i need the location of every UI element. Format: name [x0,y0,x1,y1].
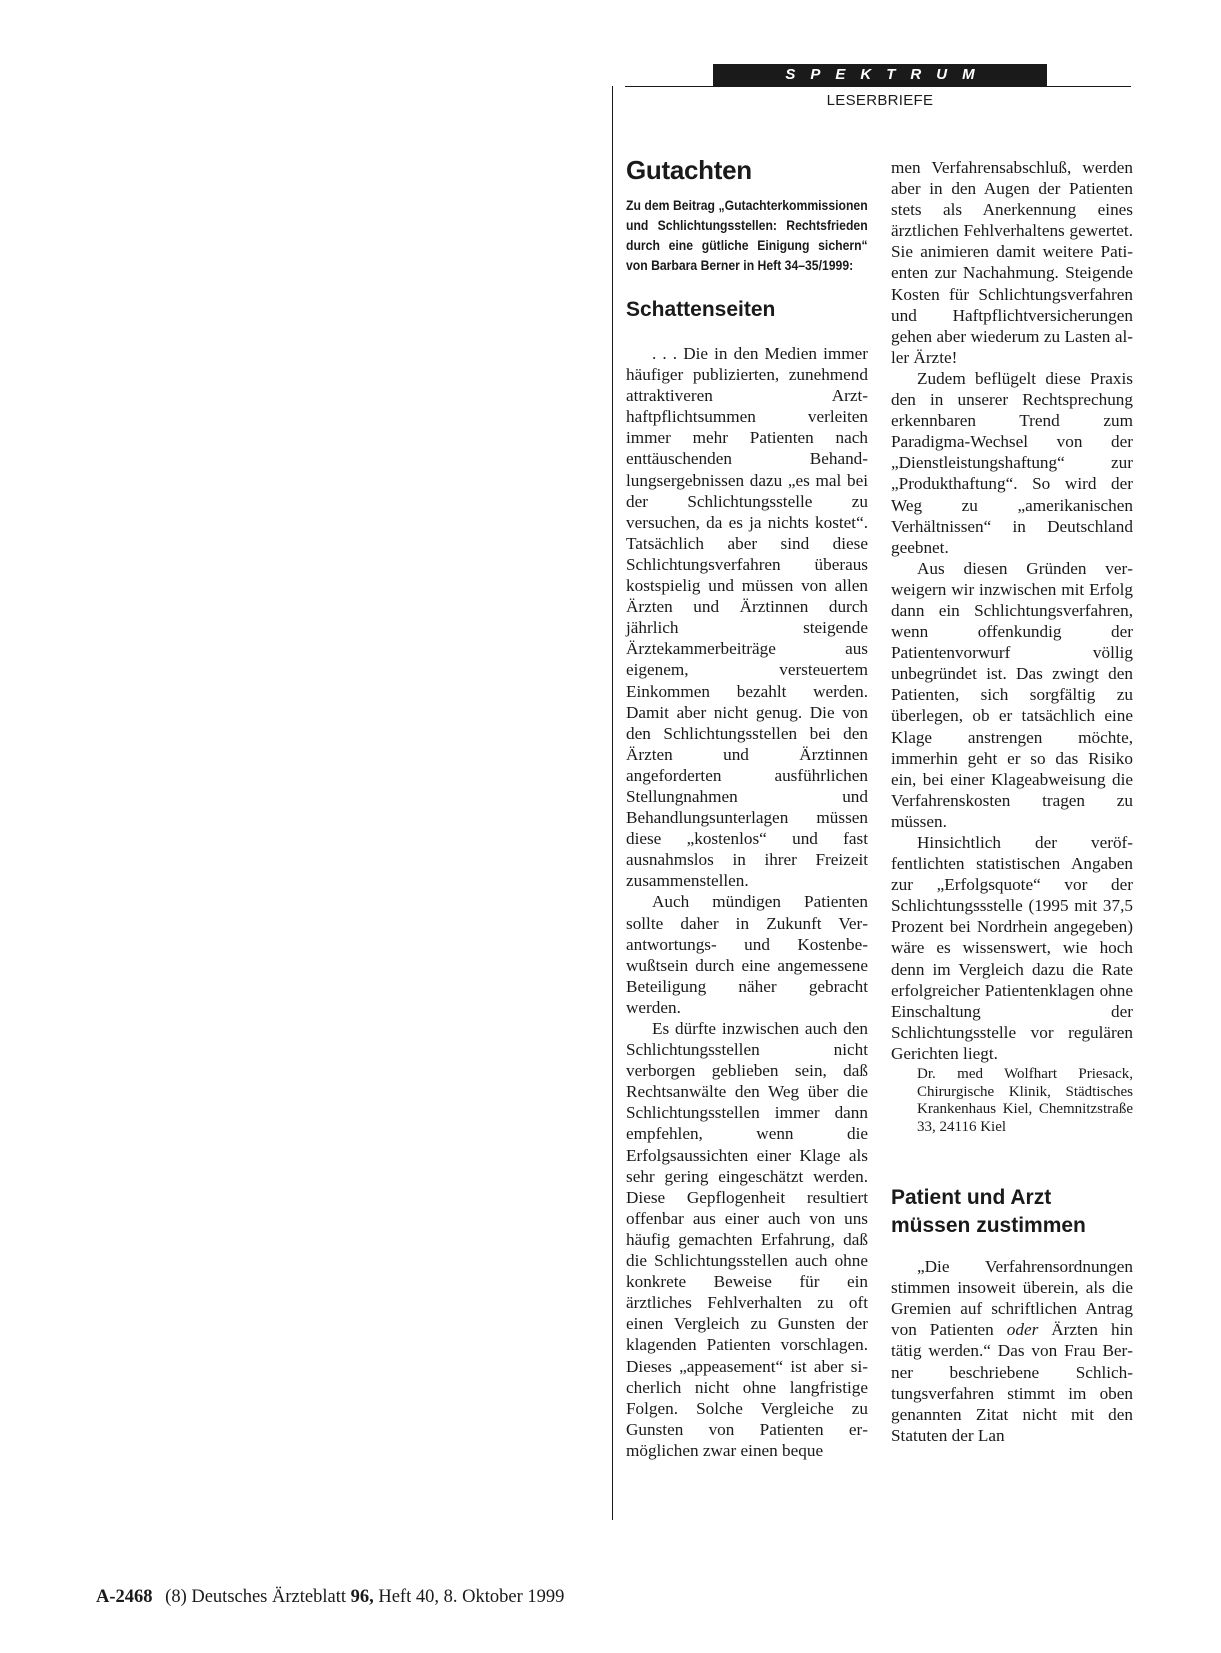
letter1-paragraph: Auch mündigen Patienten sollte daher in Zukunft Verantwortungs- und Kostenbewußtsein durch eine angemessene Beteiligung näher gebracht werden. [626,892,868,1017]
letter1-signature: Dr. med Wolfhart Priesack, Chirurgische Klinik, Städtisches Krankenhaus Kiel, Chemnitzstraße 33, 24116 Kiel [917,1066,1133,1135]
subsection-title: LESERBRIEFE [826,92,934,109]
letter1-paragraph: . . . Die in den Medien immer häufiger publizierten, zunehmend attraktiveren Arzthaftpflichtsummen verleiten immer mehr Patienten nach enttäuschenden Behandlungsergebnissen dazu „es mal bei der Schlichtungsstelle zu versuchen, da es ja nichts kostet“. Tatsächlich aber sind diese Schlichtungsverfahren überaus kostspielig und müssen von allen Ärzten und Ärztinnen durch jährlich steigende Ärztekammerbeiträge aus eigenem, versteuertem Einkommen bezahlt werden. Damit aber nicht genug. Die von den Schlichtungsstellen bei den Ärzten und Ärztinnen angeforderten ausführlichen Stellungnahmen und Behandlungsunterlagen müssen diese „kostenlos“ und fast ausnahmslos in ihrer Freizeit zusammenstellen. [626,344,868,891]
letter2-emphasis: oder [1006,1320,1039,1340]
page-footer [96,1587,564,1608]
article-column-left [626,154,868,1461]
letter1-paragraph: men Verfahrensabschluß, werden aber in den Augen der Patienten stets als Anerkennung eines ärztlichen Fehlverhaltens gewertet. Sie animieren damit weitere Patienten zur Nachahmung. Steigende Kosten für Schlichtungsverfahren und Haftpflichtversicherungen gehen aber wiederum zu Lasten aller Ärzte! [891,158,1133,367]
article-intro: Zu dem Beitrag „Gutachterkommissionen und Schlichtungsstellen: Rechtsfrieden durch eine gütliche Einigung sichern“ von Barbara Berner in Heft 34–35/1999: [626,198,868,274]
letter1-paragraph: Hinsichtlich der veröffentlichten statistischen Angaben zur „Erfolgsquote“ vor der Schlichtungssstelle (1995 mit 37,5 Prozent bei Nordrhein angegeben) wäre es wissenswert, wie hoch denn im Vergleich dazu die Rate erfolgreicher Patientenklagen ohne Einschaltung der Schlichtungsstelle vor regulären Gerichten liegt. [891,833,1133,1063]
letter2-paragraph [891,1256,1133,1446]
header-rule [625,86,1131,87]
column-divider [612,86,613,1520]
letter-heading-schattenseiten: Schattenseiten [626,298,776,321]
letter1-paragraph: Es dürfte inzwischen auch den Schlichtungsstellen nicht verborgen geblieben sein, daß Rechtsanwälte den Weg über die Schlichtungsstellen immer dann empfehlen, wenn die Erfolgsaussichten einer Klage als sehr gering eingeschätzt werden. Diese Gepflogenheit resultiert offenbar aus einer auch von uns häufig gemachten Erfahrung, daß die Schlichtungsstellen auch ohne konkrete Beweise für ein ärztliches Fehlverhalten zu oft einen Vergleich zu Gunsten der klagenden Patienten vorschlagen. Dieses „appeasement“ ist aber sicherlich nicht ohne langfristige Folgen. Solche Vergleiche zu Gunsten von Patienten ermöglichen zwar einen beque [626,1019,868,1460]
section-header-bar [713,64,1047,86]
article-title: Gutachten [626,155,752,185]
article-column-right [891,157,1133,1446]
letter2-text: „Die Verfahrensordnungen stimmen insoweit überein, als die Gremien auf schriftlichen Antrag von Patienten [891,1257,1133,1340]
page-number: A-2468 [96,1587,153,1607]
letter-heading-patient-und-arzt: Patient und Arzt müssen zustimmen [891,1186,1086,1238]
letter2-text: Ärzten hin tätig werden.“ Das von Frau Berner beschriebene Schlichtungsverfahren stimmt im oben genannten Zitat nicht mit den Statuten der Lan [891,1320,1133,1445]
letter1-paragraph: Aus diesen Gründen verweigern wir inzwischen mit Erfolg dann ein Schlichtungsverfahren, wenn offenkundig der Patientenvorwurf völlig unbegründet ist. Das zwingt den Patienten, sich sorgfältig zu überlegen, ob er tatsächlich eine Klage anstrengen möchte, immerhin geht er so das Risiko ein, bei einer Klageabweisung die Verfahrenskosten tragen zu müssen. [891,558,1133,831]
section-title: SPEKTRUM [785,66,990,83]
volume-number: 96, [350,1587,374,1607]
letter1-paragraph: Zudem beflügelt diese Praxis den in unserer Rechtsprechung erkennbaren Trend zum Paradigma-Wechsel von der „Dienstleistungshaftung“ zur „Produkthaftung“. So wird der Weg zu „amerikanischen Verhältnissen“ in Deutschland geebnet. [891,368,1133,557]
journal-name: (8) Deutsches Ärzteblatt [165,1587,346,1607]
issue-date: Heft 40, 8. Oktober 1999 [378,1587,565,1607]
